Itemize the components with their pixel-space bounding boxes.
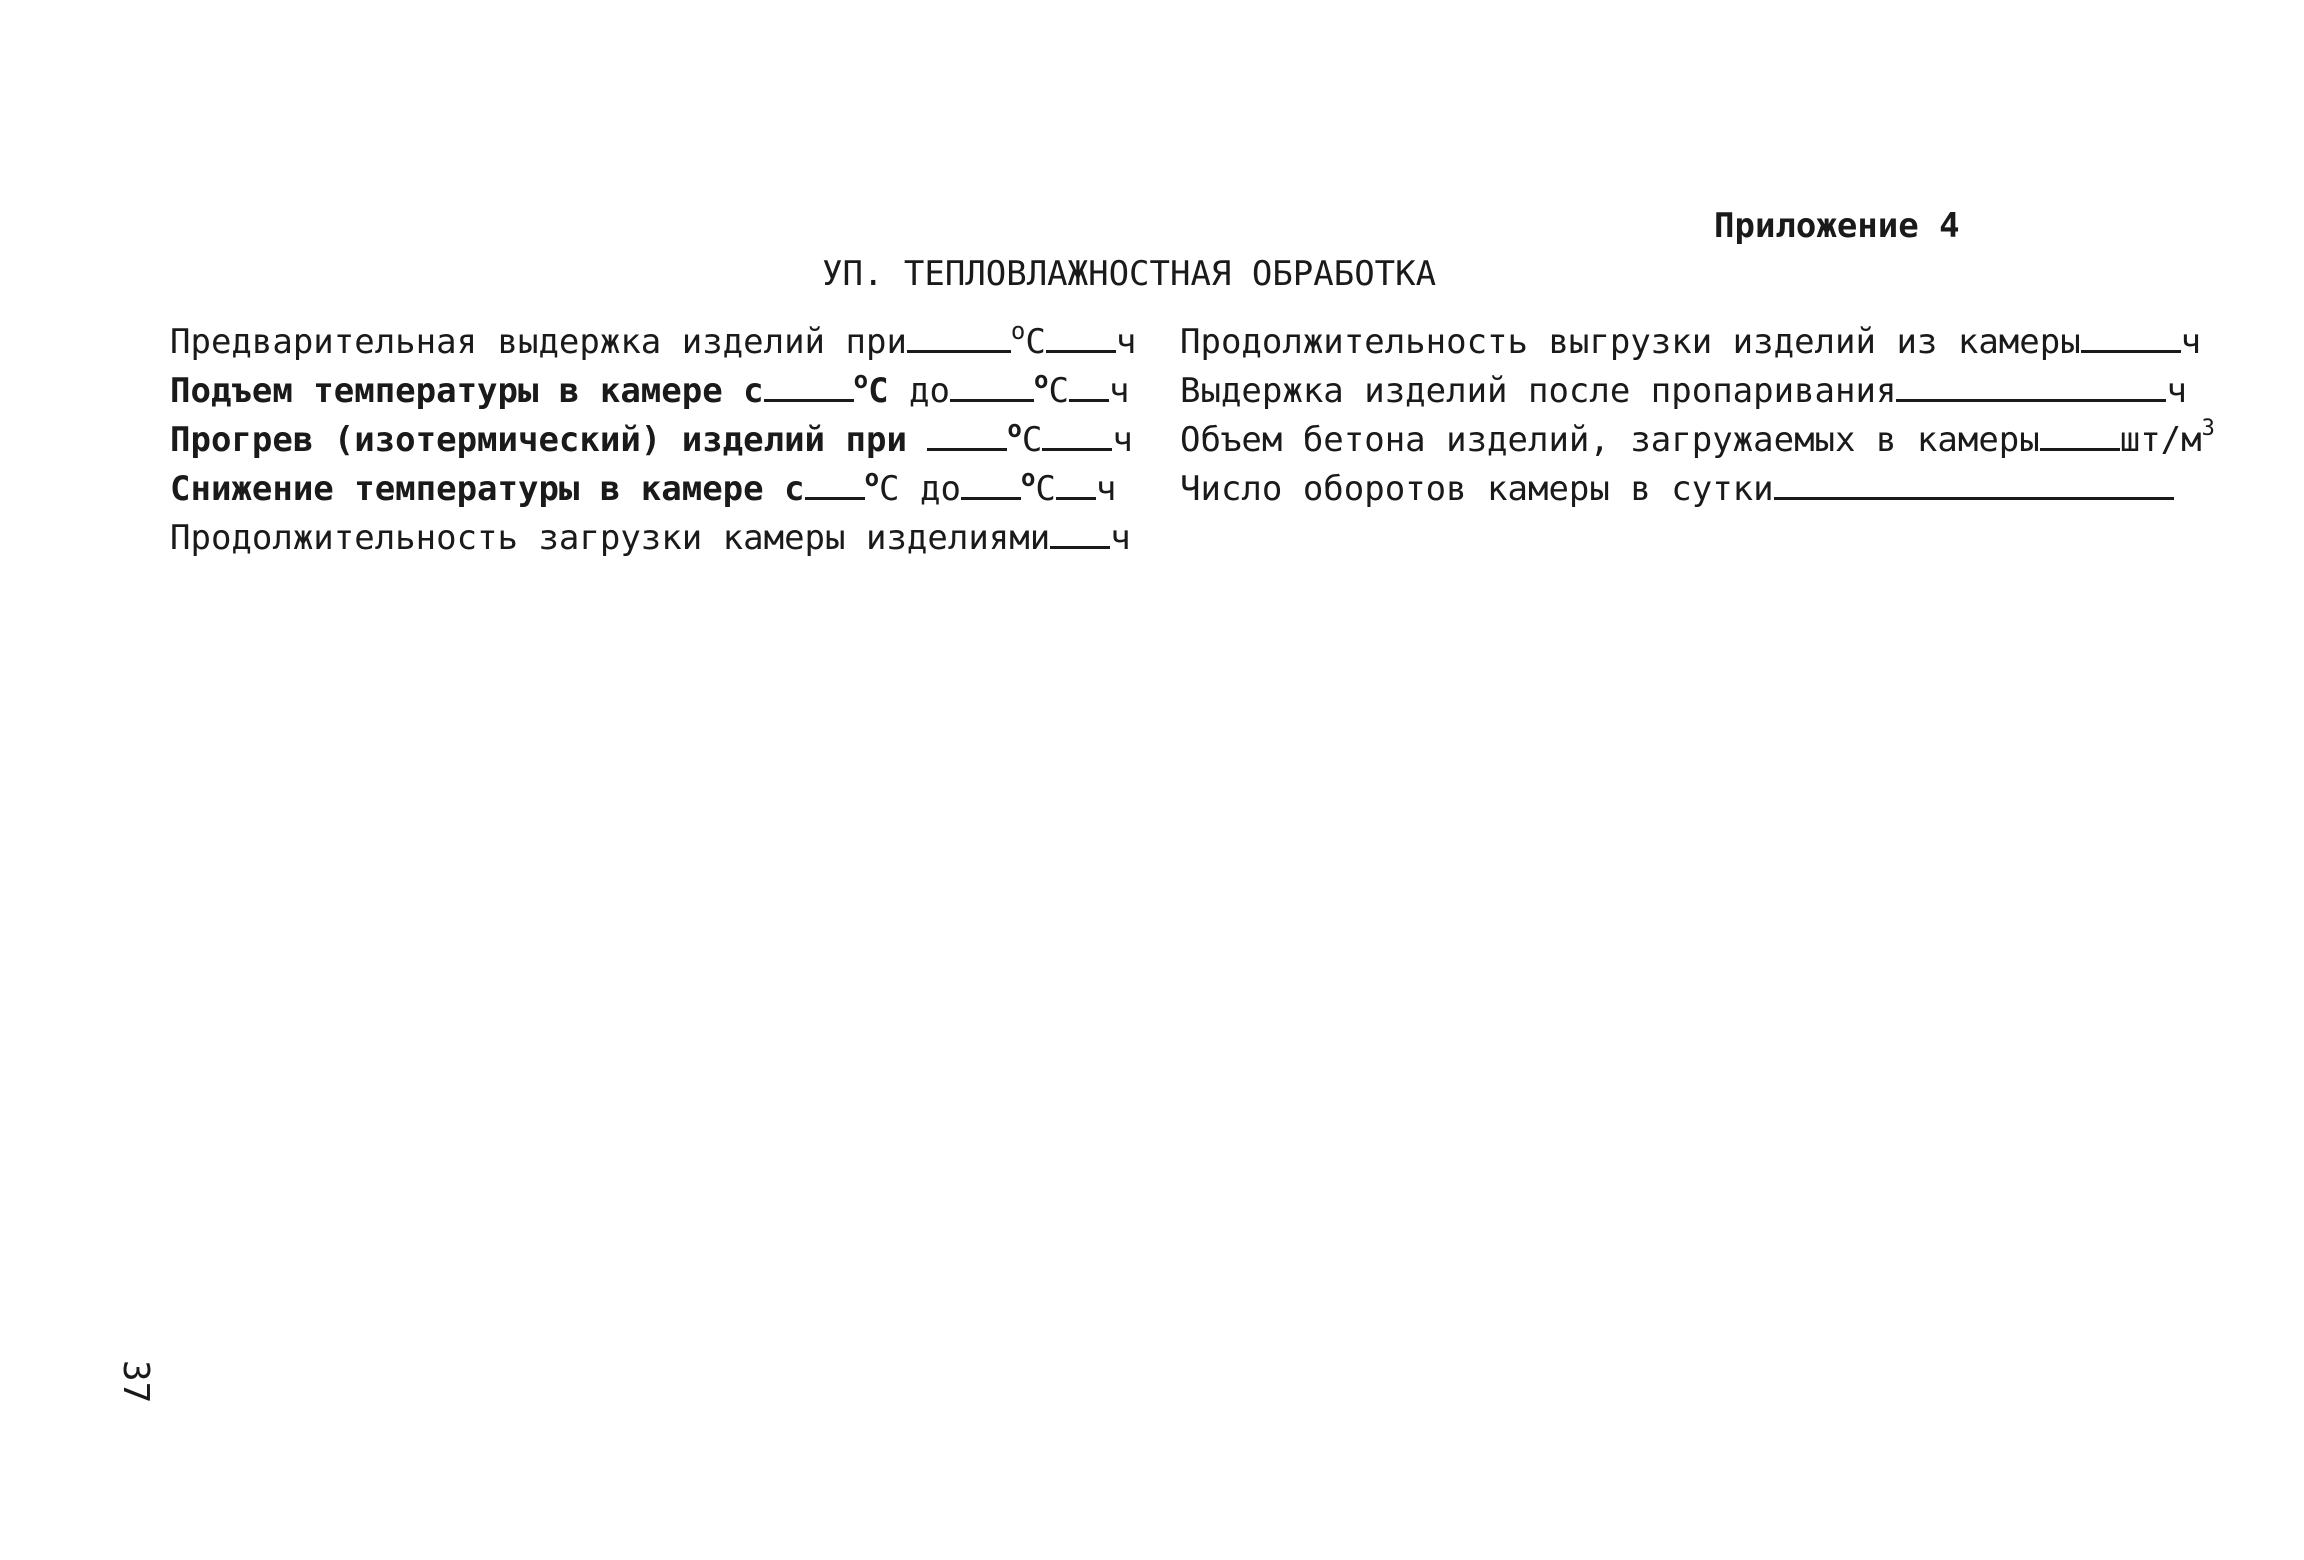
volume-unit: шт/м [2119,420,2202,461]
hours-unit: ч [1112,420,1133,461]
temperature-from-blank[interactable] [805,465,865,500]
hours-unit: ч [2166,371,2187,412]
hours-blank[interactable] [1042,416,1112,451]
chamber-turnover-row [1180,465,2215,514]
unloading-duration-row [1180,318,2215,367]
hours-unit: ч [1095,469,1117,510]
celsius-unit: С [879,469,900,510]
temperature-decrease-row [170,465,1136,514]
hours-blank[interactable] [2081,318,2181,353]
field-label: Выдержка изделий после пропаривания [1180,371,1897,412]
hours-unit: ч [1108,371,1130,412]
to-word: до [909,371,950,412]
field-label: Снижение температуры в камере с [170,469,805,510]
right-field-column [1180,318,2215,514]
degree-mark: о [1034,366,1049,395]
hours-unit: ч [2180,322,2202,363]
celsius-unit: С [1048,371,1069,412]
temperature-blank[interactable] [907,318,1011,353]
degree-mark: о [853,366,869,395]
temperature-to-blank[interactable] [950,367,1034,402]
degree-mark: о [1020,464,1036,493]
page-number: 37 [115,1360,156,1404]
loading-duration-row [170,514,1136,563]
field-label: Продолжительность выгрузки изделий из камеры [1180,322,2081,363]
hours-blank[interactable] [1050,514,1110,549]
celsius-unit: С [1021,420,1043,461]
section-title: УП. ТЕПЛОВЛАЖНОСТНАЯ ОБРАБОТКА [822,254,1437,294]
turnover-blank[interactable] [1774,465,2174,500]
degree-mark: о [1010,317,1026,346]
temperature-from-blank[interactable] [764,367,854,402]
field-label: Продолжительность загрузки камеры изделиями [170,518,1051,559]
hours-blank[interactable] [1046,318,1116,353]
to-word: до [919,469,961,510]
temperature-to-blank[interactable] [961,465,1021,500]
hours-unit: ч [1110,518,1131,559]
isothermal-heating-row [170,416,1136,465]
celsius-unit: С [868,371,889,412]
temperature-rise-row [170,367,1136,416]
hours-blank[interactable] [1896,367,2166,402]
cubic-superscript: 3 [2201,416,2215,442]
field-label: Объем бетона изделий, загружаемых в камеры [1180,420,2040,461]
degree-mark: о [1007,415,1022,444]
preliminary-holding-row [170,318,1136,367]
field-label: Предварительная выдержка изделий при [170,322,907,363]
temperature-blank[interactable] [927,416,1007,451]
hours-blank[interactable] [1069,367,1109,402]
hours-unit: ч [1115,322,1137,363]
field-label: Подъем температуры в камере с [170,371,764,412]
left-field-column [170,318,1136,563]
celsius-unit: С [1035,469,1056,510]
hours-blank[interactable] [1056,465,1096,500]
celsius-unit: С [1025,322,1046,363]
concrete-volume-row [1180,416,2215,465]
degree-mark: о [864,464,880,493]
appendix-label: Приложение 4 [1714,206,1960,246]
field-label: Прогрев (изотермический) изделий при [170,420,907,461]
field-label: Число оборотов камеры в сутки [1180,469,1774,510]
volume-blank[interactable] [2040,416,2120,451]
post-steaming-holding-row [1180,367,2215,416]
